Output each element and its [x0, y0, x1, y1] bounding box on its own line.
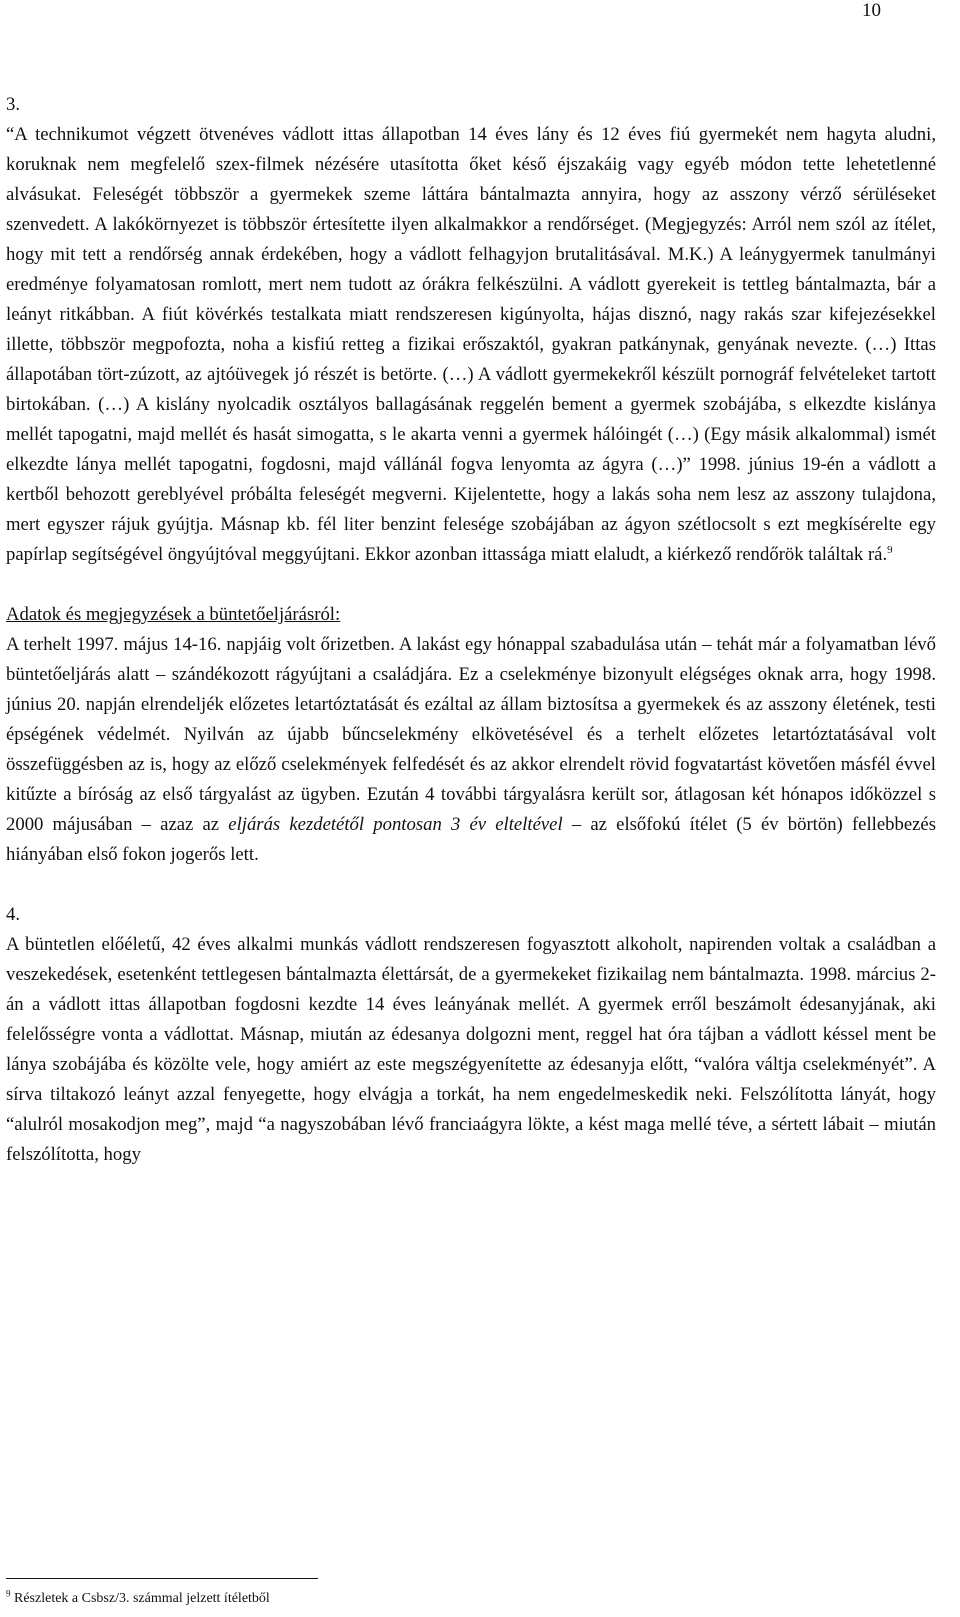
section-3-paragraph — [6, 120, 936, 570]
spacer — [6, 870, 936, 900]
document-body — [6, 90, 936, 1170]
section-3-quote-text: “A technikumot végzett ötvenéves vádlott ittas állapotban 14 éves lány és 12 éves fiú gyermekét nem hagyta aludni, koruknak nem megfelelő szex-filmek nézésére utasította őket késő éjszakáig vagy egyéb módon tette lehetetlenné alvásukat. Feleségét többször a gyermekek szeme láttára bántalmazta annyira, hogy az asszony vérző sérüléseket szenvedett. A lakókörnyezet is többször értesítette ilyen alkalmakkor a rendőrséget. (Megjegyzés: Arról nem szól az ítélet, hogy mit tett a rendőrség annak érdekében, hogy a vádlott felhagyjon brutalitásával. M.K.) A leánygyermek tanulmányi eredménye folyamatosan romlott, mert nem tudott az órákra felkészülni. A vádlott gyerekeit is tettleg bántalmazta, bár a leányt ritkábban. A fiút kövérkés testalkata miatt rendszeresen kigúnyolta, hájas disznó, nagy rakás szar kifejezésekkel illette, többször megpofozta, noha a kisfiú retteg a fizikai erőszaktól, gyakran patkánynak, genyának nevezte. (…) Ittas állapotában tört-zúzott, az ajtóüvegek jó részét is betörte. (…) A vádlott gyermekekről készült pornográf felvételeket tartott birtokában. (…) A kislány nyolcadik osztályos ballagásának reggelén bement a gyermek szobájába, s elkezdte kislánya mellét tapogatni, majd mellét és hasát simogatta, s le akarta venni a gyermek hálóingét (…) (Egy másik alkalommal) ismét elkezdte lánya mellét tapogatni, fogdosni, majd vállánál fogva lenyomta az ágyra (…)” 1998. június 19-én a vádlott a kertből behozott gereblyével próbálta feleségét megverni. Kijelentette, hogy a lakás soha nem lesz az asszony tulajdona, mert egyszer rájuk gyújtja. Másnap kb. fél liter benzint felesége szobájában az ágyon szétlocsolt s ezt megkísérelte egy papírlap segítségével öngyújtóval meggyújtani. Ekkor azonban ittassága miatt elaludt, a kiérkező rendőrök találtak rá. — [6, 124, 936, 565]
notes-emphasis: eljárás kezdetétől pontosan 3 év elteltével — [228, 814, 563, 835]
section-4-number: 4. — [6, 904, 21, 925]
notes-text-2: – az elsőfokú ítélet (5 év börtön) fellebbezés hiányában első fokon jogerős lett. — [6, 814, 936, 865]
footnote-text: Részletek a Csbsz/3. számmal jelzett ítéletből — [10, 1591, 270, 1606]
footnote-divider — [6, 1578, 318, 1579]
page-number: 10 — [862, 0, 881, 21]
footnote-number: 9 — [6, 1588, 11, 1599]
section-3-number: 3. — [6, 94, 21, 115]
footnote-reference: 9 — [887, 543, 893, 556]
notes-heading: Adatok és megjegyzések a büntetőeljárásról: — [6, 604, 341, 625]
notes-text-1: A terhelt 1997. május 14-16. napjáig volt őrizetben. A lakást egy hónappal szabadulása után – tehát már a folyamatban lévő büntetőeljárás alatt – szándékozott rágyújtani a családjára. Ez a cselekménye bizonyult elégséges oknak arra, hogy 1998. június 20. napján elrendeljék előzetes letartóztatását és ezáltal az állam biztosítsa a gyermekek és az asszony életének, testi épségének védelmét. Nyilván az újabb bűncselekmény elkövetésével és a terhelt előzetes letartóztatásával volt összefüggésben az is, hogy az előző cselekmények felfedését és az akkor elrendelt rövid fogvatartást követően másfél évvel kitűzte a bíróság az első tárgyalást az ügyben. Ezután 4 további tárgyalásra került sor, átlagosan két hónapos időközzel s 2000 májusában – azaz az — [6, 634, 936, 835]
footnote — [6, 1590, 270, 1608]
notes-paragraph — [6, 630, 936, 870]
section-4-paragraph: A büntetlen előéletű, 42 éves alkalmi munkás vádlott rendszeresen fogyasztott alkoholt, napirenden voltak a családban a veszekedések, esetenként tettlegesen bántalmazta élettársát, de a gyermekeket fizikailag nem bántalmazta. 1998. március 2-án a vádlott ittas állapotban fogdosni kezdte 14 éves leányának mellét. A gyermek erről beszámolt édesanyjának, aki felelősségre vonta a vádlottat. Másnap, miután az édesanya dolgozni ment, reggel hat óra tájban a vádlott késsel ment be lánya szobájába és közölte vele, hogy amiért az este megszégyenítette az édesanyja előtt, “valóra váltja cselekményét”. A sírva tiltakozó leányt azzal fenyegette, hogy elvágja a torkát, ha nem engedelmeskedik neki. Felszólította lányát, hogy “alulról mosakodjon meg”, majd “a nagyszobában lévő franciaágyra lökte, a kést maga mellé téve, a sértett lábait – miután felszólította, hogy — [6, 934, 936, 1165]
